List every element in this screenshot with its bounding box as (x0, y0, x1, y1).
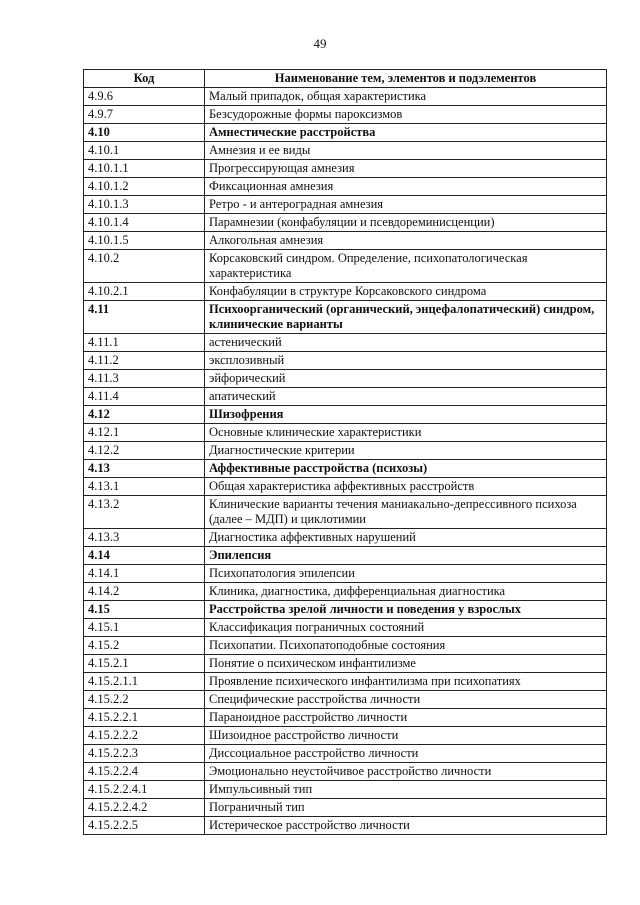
row-code: 4.15 (84, 601, 205, 619)
row-name: Ретро - и антероградная амнезия (205, 196, 607, 214)
row-name: Шизоидное расстройство личности (205, 727, 607, 745)
page-number: 49 (313, 36, 327, 51)
row-name: Амнестические расстройства (205, 124, 607, 142)
row-code: 4.15.2.1.1 (84, 673, 205, 691)
row-code: 4.9.6 (84, 88, 205, 106)
table-row (84, 619, 607, 637)
row-name: Диагностические критерии (205, 442, 607, 460)
table-row (84, 352, 607, 370)
row-code: 4.10.1 (84, 142, 205, 160)
row-code: 4.10.1.5 (84, 232, 205, 250)
row-code: 4.11.4 (84, 388, 205, 406)
table-row (84, 250, 607, 283)
row-code: 4.10.1.2 (84, 178, 205, 196)
table-row (84, 142, 607, 160)
table-row (84, 529, 607, 547)
row-code: 4.12.2 (84, 442, 205, 460)
row-code: 4.15.2 (84, 637, 205, 655)
table-row (84, 478, 607, 496)
table-row (84, 106, 607, 124)
row-name: Психопатии. Психопатоподобные состояния (205, 637, 607, 655)
row-name: эксплозивный (205, 352, 607, 370)
row-code: 4.10.1.3 (84, 196, 205, 214)
row-name: Импульсивный тип (205, 781, 607, 799)
table-row (84, 601, 607, 619)
row-name: Пограничный тип (205, 799, 607, 817)
table-row (84, 88, 607, 106)
row-name: Общая характеристика аффективных расстройств (205, 478, 607, 496)
row-name: Безсудорожные формы пароксизмов (205, 106, 607, 124)
row-code: 4.10 (84, 124, 205, 142)
row-name: эйфорический (205, 370, 607, 388)
row-name: Диссоциальное расстройство личности (205, 745, 607, 763)
row-name: Диагностика аффективных нарушений (205, 529, 607, 547)
table-row (84, 442, 607, 460)
table-row (84, 781, 607, 799)
table-row (84, 565, 607, 583)
table-row (84, 709, 607, 727)
row-code: 4.10.1.1 (84, 160, 205, 178)
table-row (84, 637, 607, 655)
row-name: Эпилепсия (205, 547, 607, 565)
row-code: 4.10.2 (84, 250, 205, 283)
row-code: 4.15.2.2.4 (84, 763, 205, 781)
table-row (84, 424, 607, 442)
row-name: Расстройства зрелой личности и поведения у взрослых (205, 601, 607, 619)
row-code: 4.11.2 (84, 352, 205, 370)
row-code: 4.14 (84, 547, 205, 565)
table-row (84, 160, 607, 178)
header-code: Код (84, 70, 205, 88)
row-name: Аффективные расстройства (психозы) (205, 460, 607, 478)
row-name: Клинические варианты течения маниакально-депрессивного психоза (далее – МДП) и циклотимии (205, 496, 607, 529)
row-name: Эмоционально неустойчивое расстройство личности (205, 763, 607, 781)
row-code: 4.13.1 (84, 478, 205, 496)
table-row (84, 817, 607, 835)
row-name: Проявление психического инфантилизма при психопатиях (205, 673, 607, 691)
topics-table (83, 69, 607, 835)
table-row (84, 655, 607, 673)
table-row (84, 547, 607, 565)
row-name: Корсаковский синдром. Определение, психопатологическая характеристика (205, 250, 607, 283)
table-row (84, 124, 607, 142)
table-row (84, 763, 607, 781)
row-code: 4.15.2.2.4.2 (84, 799, 205, 817)
table-row (84, 799, 607, 817)
row-name: Малый припадок, общая характеристика (205, 88, 607, 106)
row-code: 4.10.2.1 (84, 283, 205, 301)
table-row (84, 496, 607, 529)
row-code: 4.11.1 (84, 334, 205, 352)
row-code: 4.15.2.2.2 (84, 727, 205, 745)
row-name: Психоорганический (органический, энцефалопатический) синдром, клинические варианты (205, 301, 607, 334)
row-code: 4.12.1 (84, 424, 205, 442)
table-row (84, 583, 607, 601)
row-name: Конфабуляции в структуре Корсаковского синдрома (205, 283, 607, 301)
table-row (84, 460, 607, 478)
row-name: Шизофрения (205, 406, 607, 424)
row-name: Амнезия и ее виды (205, 142, 607, 160)
header-name: Наименование тем, элементов и подэлементов (205, 70, 607, 88)
table-row (84, 196, 607, 214)
row-code: 4.15.2.1 (84, 655, 205, 673)
table-row (84, 178, 607, 196)
row-name: Параноидное расстройство личности (205, 709, 607, 727)
row-name: Классификация пограничных состояний (205, 619, 607, 637)
row-code: 4.10.1.4 (84, 214, 205, 232)
row-name: Основные клинические характеристики (205, 424, 607, 442)
row-code: 4.14.1 (84, 565, 205, 583)
table-row (84, 214, 607, 232)
row-code: 4.14.2 (84, 583, 205, 601)
table-body (84, 88, 607, 835)
row-name: Клиника, диагностика, дифференциальная диагностика (205, 583, 607, 601)
row-name: астенический (205, 334, 607, 352)
table-row (84, 283, 607, 301)
row-code: 4.9.7 (84, 106, 205, 124)
row-code: 4.15.1 (84, 619, 205, 637)
table-row (84, 673, 607, 691)
table-row (84, 232, 607, 250)
row-code: 4.15.2.2.4.1 (84, 781, 205, 799)
row-name: Прогрессирующая амнезия (205, 160, 607, 178)
row-code: 4.11.3 (84, 370, 205, 388)
row-code: 4.15.2.2.1 (84, 709, 205, 727)
row-code: 4.13.3 (84, 529, 205, 547)
row-name: Алкогольная амнезия (205, 232, 607, 250)
row-code: 4.15.2.2 (84, 691, 205, 709)
table-row (84, 370, 607, 388)
row-code: 4.15.2.2.5 (84, 817, 205, 835)
row-name: Парамнезии (конфабуляции и псевдореминисценции) (205, 214, 607, 232)
row-name: Истерическое расстройство личности (205, 817, 607, 835)
table-row (84, 334, 607, 352)
table-row (84, 691, 607, 709)
table-row (84, 406, 607, 424)
row-name: Психопатология эпилепсии (205, 565, 607, 583)
row-name: апатический (205, 388, 607, 406)
row-name: Специфические расстройства личности (205, 691, 607, 709)
row-code: 4.12 (84, 406, 205, 424)
row-code: 4.15.2.2.3 (84, 745, 205, 763)
table-row (84, 745, 607, 763)
row-code: 4.13 (84, 460, 205, 478)
row-name: Фиксационная амнезия (205, 178, 607, 196)
table-row (84, 301, 607, 334)
row-code: 4.11 (84, 301, 205, 334)
table-header-row (84, 70, 607, 88)
table-row (84, 388, 607, 406)
table-row (84, 727, 607, 745)
row-code: 4.13.2 (84, 496, 205, 529)
row-name: Понятие о психическом инфантилизме (205, 655, 607, 673)
